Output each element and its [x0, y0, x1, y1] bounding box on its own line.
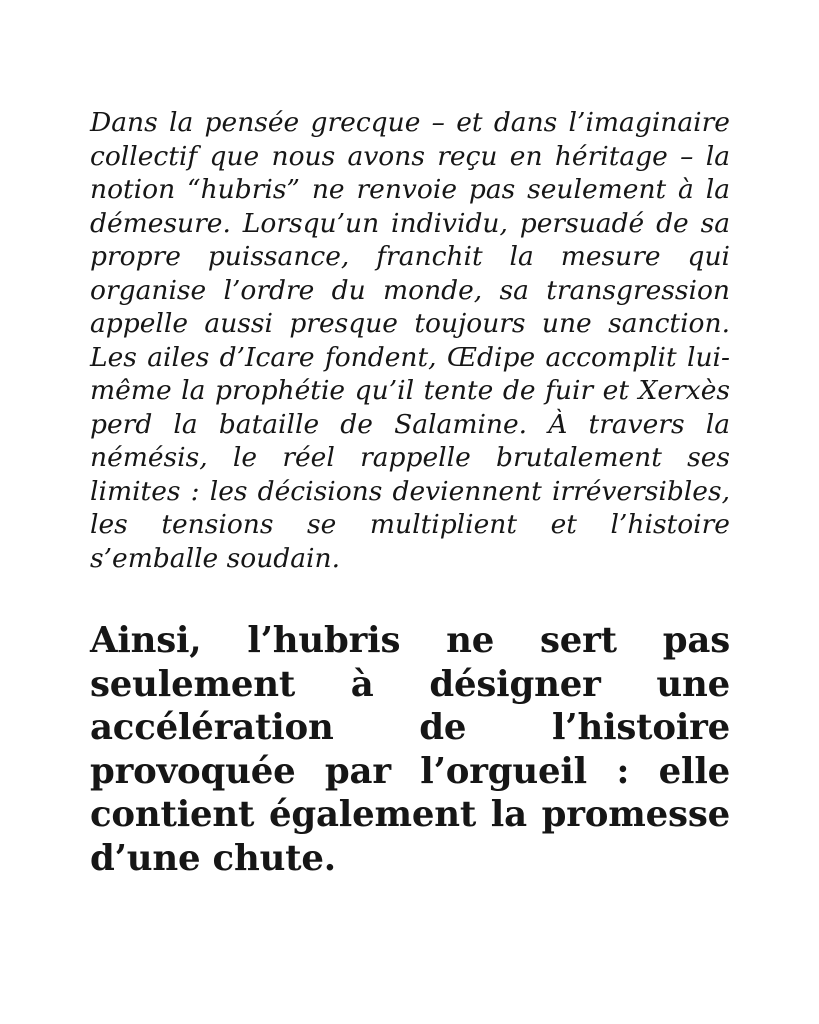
- intro-paragraph: Dans la pensée grecque – et dans l’imaginaire collectif que nous avons reçu en héritage – la notion “hubris” ne renvoie pas seulement à la démesure. Lorsqu’un individu, persuadé de sa propre puissance, franchit la mesure qui organise l’ordre du monde, sa transgression appelle aussi presque toujours une sanction. Les ailes d’Icare fondent, Œdipe accomplit lui-même la prophétie qu’il tente de fuir et Xerxès perd la bataille de Salamine. À travers la némésis, le réel rappelle brutalement ses limites : les décisions deviennent irréversibles, les tensions se multiplient et l’histoire s’emballe soudain.: [90, 107, 730, 574]
- emphasis-paragraph: Ainsi, l’hubris ne sert pas seulement à désigner une accélération de l’histoire provoquée par l’orgueil : elle contient également la promesse d’une chute.: [90, 620, 730, 879]
